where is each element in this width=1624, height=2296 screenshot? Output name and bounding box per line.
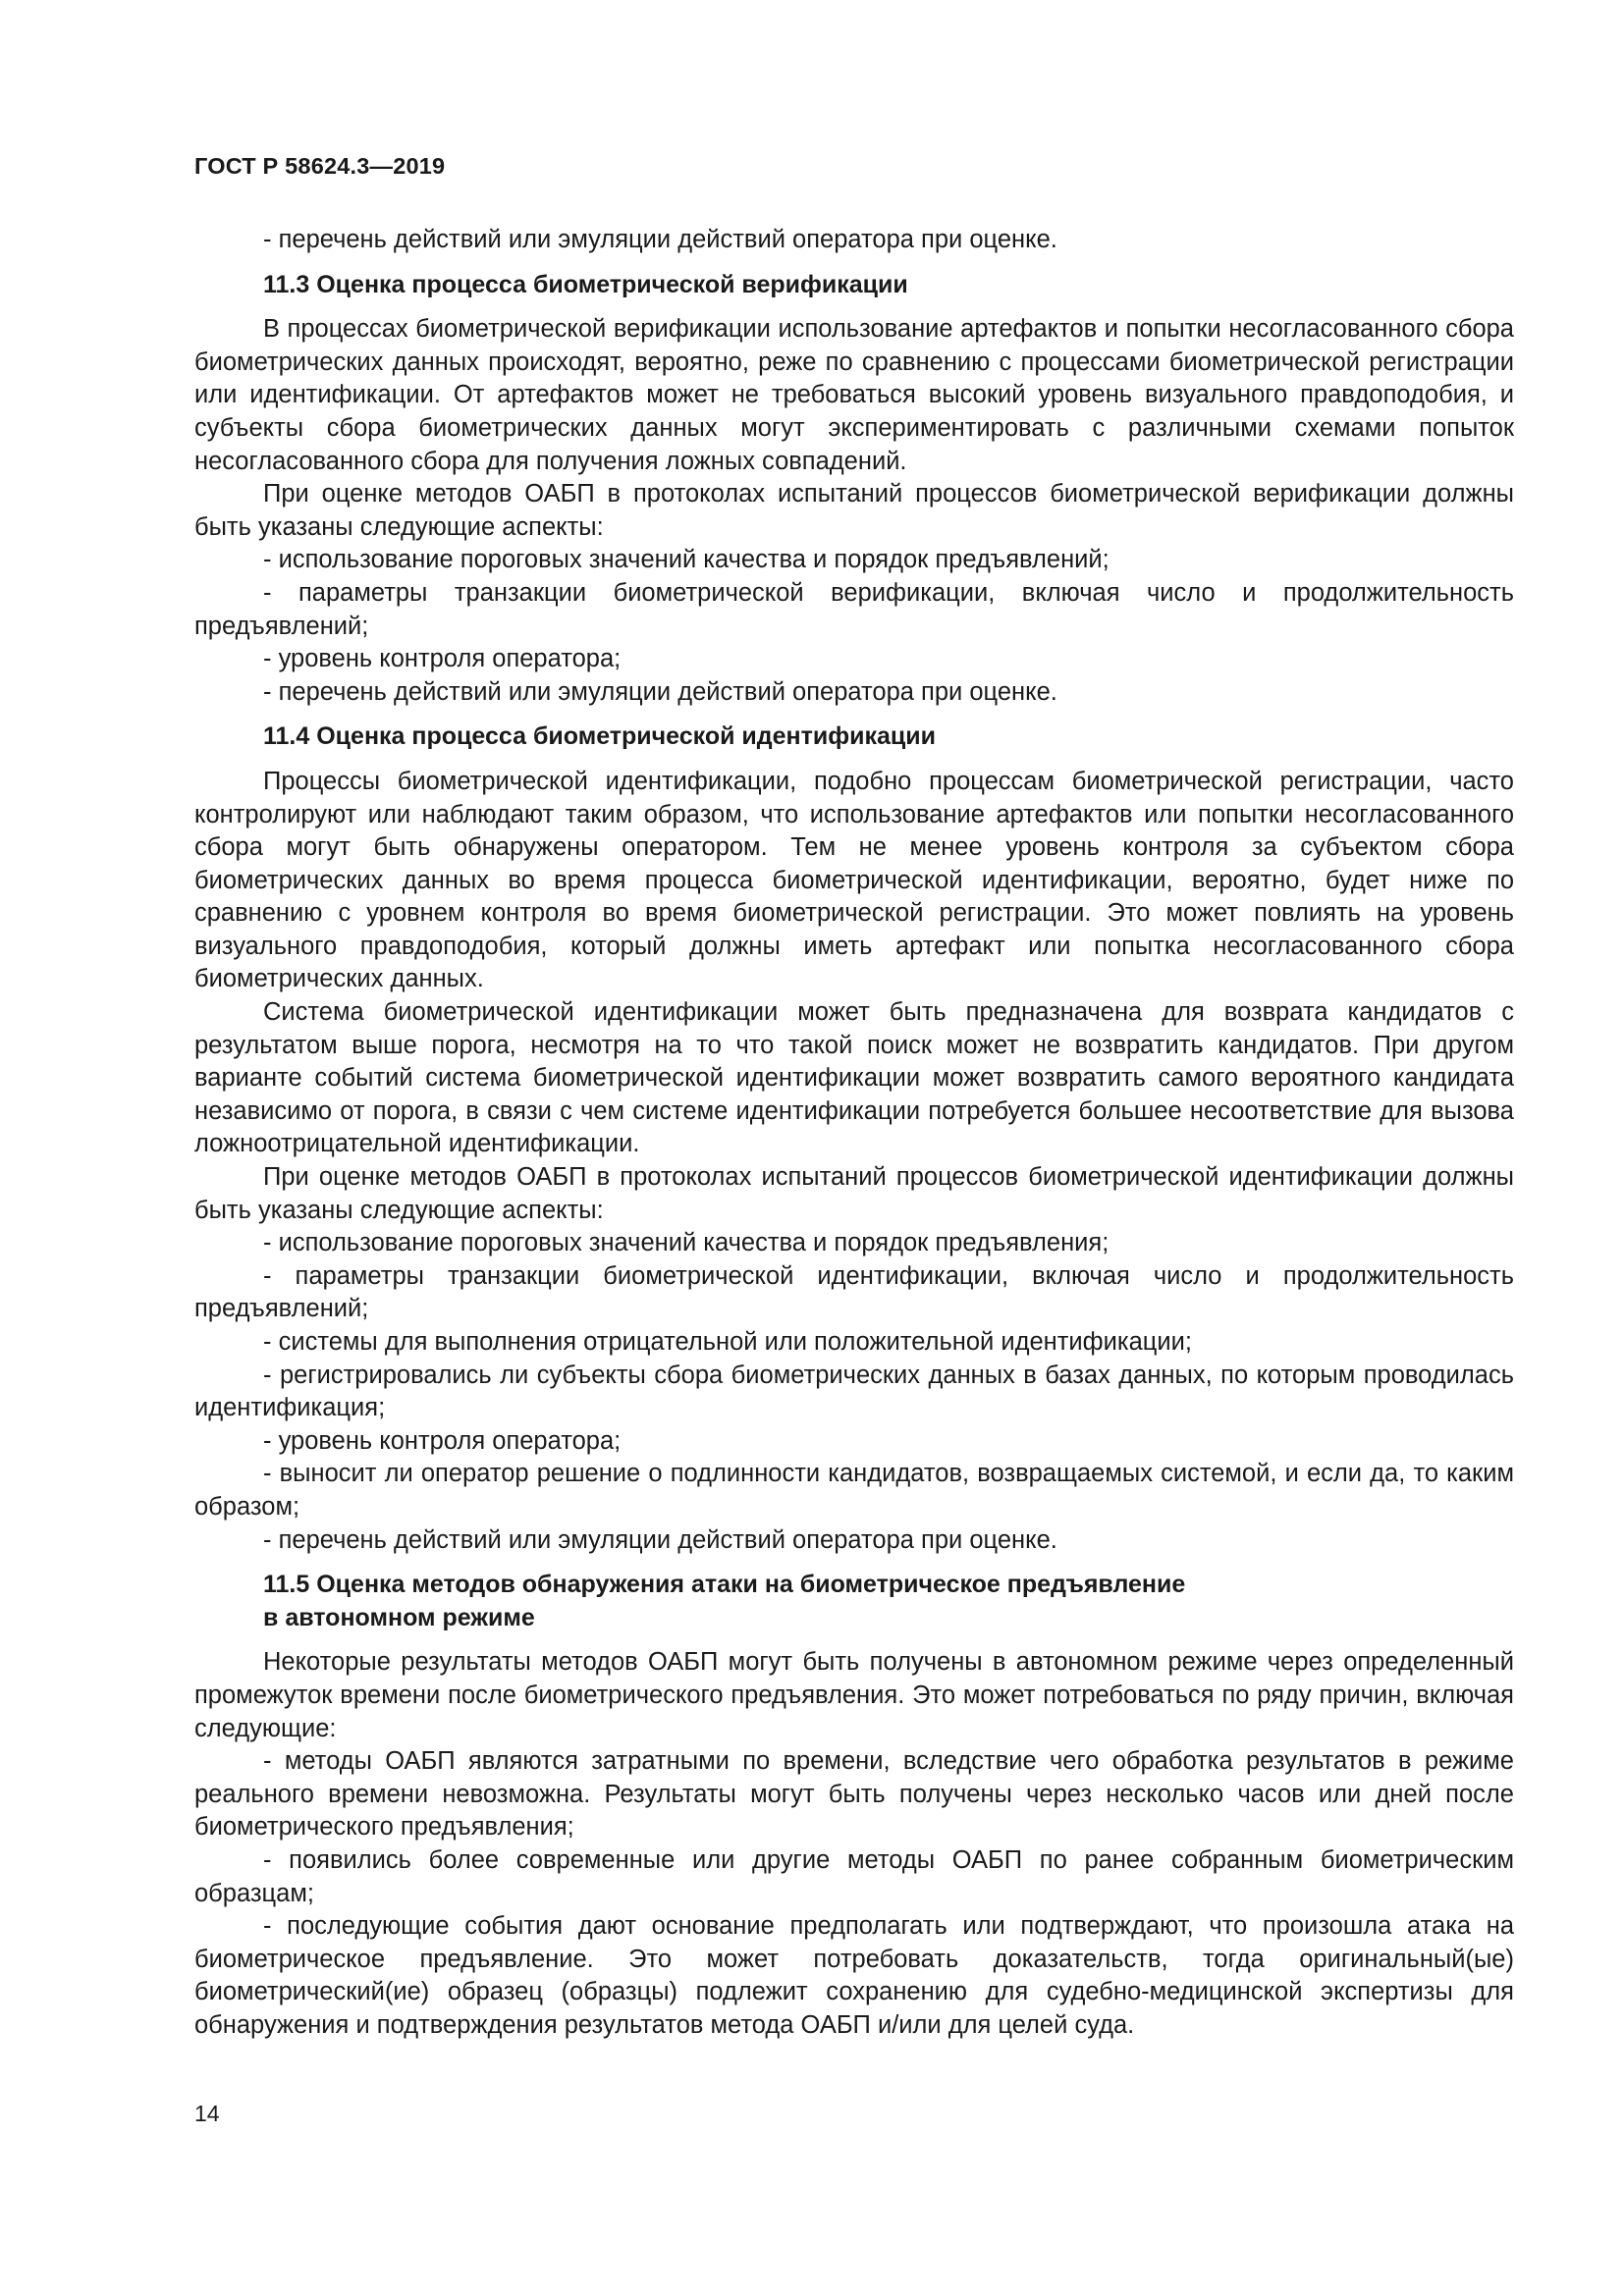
list-item: - параметры транзакции биометрической идентификации, включая число и продолжительность предъявлений; [194,1261,1514,1323]
list-item: - появились более современные или другие методы ОАБП по ранее собранным биометрическим образцам; [194,1845,1514,1907]
list-item: - методы ОАБП являются затратными по времени, вследствие чего обработка результатов в режиме реального времени невозможна. Результаты могут быть получены через несколько часов или дней после биометрического предъявления; [194,1747,1514,1842]
list-item: - выносит ли оператор решение о подлинности кандидатов, возвращаемых системой, и если да, то каким образом; [194,1460,1514,1521]
paragraph: В процессах биометрической верификации использование артефактов и попытки несогласованного сбора биометрических данных происходят, вероятно, реже по сравнению с процессами биометрической регистрации или идентификации. От артефактов может не требоваться высокий уровень визуального правдоподобия, и субъекты сбора биометрических данных могут экспериментировать с различными схемами попыток несогласованного сбора для получения ложных совпадений. [194,315,1514,475]
page-content [194,224,1514,2042]
list-item: - последующие события дают основание предполагать или подтверждают, что произошла атака на биометрическое предъявление. Это может потребовать доказательств, тогда оригинальный(ые) биометрический(ие) образец (образцы) подлежит сохранению для судебно-медицинской экспертизы для обнаружения и подтверждения результатов метода ОАБП и/или для целей суда. [194,1912,1514,2039]
list-item: - перечень действий или эмуляции действий оператора при оценке. [263,226,1057,253]
paragraph: При оценке методов ОАБП в протоколах испытаний процессов биометрической верификации должны быть указаны следующие аспекты: [194,480,1514,541]
list-item: - системы для выполнения отрицательной или положительной идентификации; [263,1328,1192,1356]
section-heading-11-5 [263,1569,1514,1634]
paragraph: Процессы биометрической идентификации, подобно процессам биометрической регистрации, часто контролируют или наблюдают таким образом, что использование артефактов или попытки несогласованного сбора могут быть обнаружены оператором. Тем не менее уровень контроля за субъектом сбора биометрических данных во время процесса биометрической идентификации, вероятно, будет ниже по сравнению с уровнем контроля во время биометрической регистрации. Это может повлиять на уровень визуального правдоподобия, который должны иметь артефакт или попытка несогласованного сбора биометрических данных. [194,767,1514,993]
list-item: - регистрировались ли субъекты сбора биометрических данных в базах данных, по которым проводилась идентификация; [194,1361,1514,1422]
list-item: - уровень контроля оператора; [263,645,622,673]
page-number: 14 [194,2101,220,2126]
section-heading-line-2: в автономном режиме [263,1603,535,1631]
paragraph: Система биометрической идентификации может быть предназначена для возврата кандидатов с результатом выше порога, несмотря на то что такой поиск может не возвратить кандидатов. При другом варианте событий система биометрической идентификации может возвратить самого вероятного кандидата независимо от порога, в связи с чем системе идентификации потребуется большее несоответствие для вызова ложноотрицательной идентификации. [194,998,1514,1158]
list-item: - перечень действий или эмуляции действий оператора при оценке. [263,1525,1057,1554]
section-heading-line-1: 11.5 Оценка методов обнаружения атаки на биометрическое предъявление [263,1571,1186,1599]
document-header: ГОСТ Р 58624.3—2019 [194,153,446,179]
section-heading-11-3: 11.3 Оценка процесса биометрической верификации [263,270,908,298]
section-heading-11-4: 11.4 Оценка процесса биометрической идентификации [263,722,937,751]
list-item: - параметры транзакции биометрической верификации, включая число и продолжительность предъявлений; [194,578,1514,640]
list-item: - уровень контроля оператора; [263,1426,622,1455]
paragraph: При оценке методов ОАБП в протоколах испытаний процессов биометрической идентификации должны быть указаны следующие аспекты: [194,1163,1514,1224]
list-item: - использование пороговых значений качества и порядок предъявлений; [263,546,1110,574]
list-item: - использование пороговых значений качества и порядок предъявления; [263,1229,1110,1257]
paragraph: Некоторые результаты методов ОАБП могут быть получены в автономном режиме через определенный промежуток времени после биометрического предъявления. Это может потребоваться по ряду причин, включая следующие: [194,1648,1514,1742]
list-item: - перечень действий или эмуляции действий оператора при оценке. [263,677,1057,706]
